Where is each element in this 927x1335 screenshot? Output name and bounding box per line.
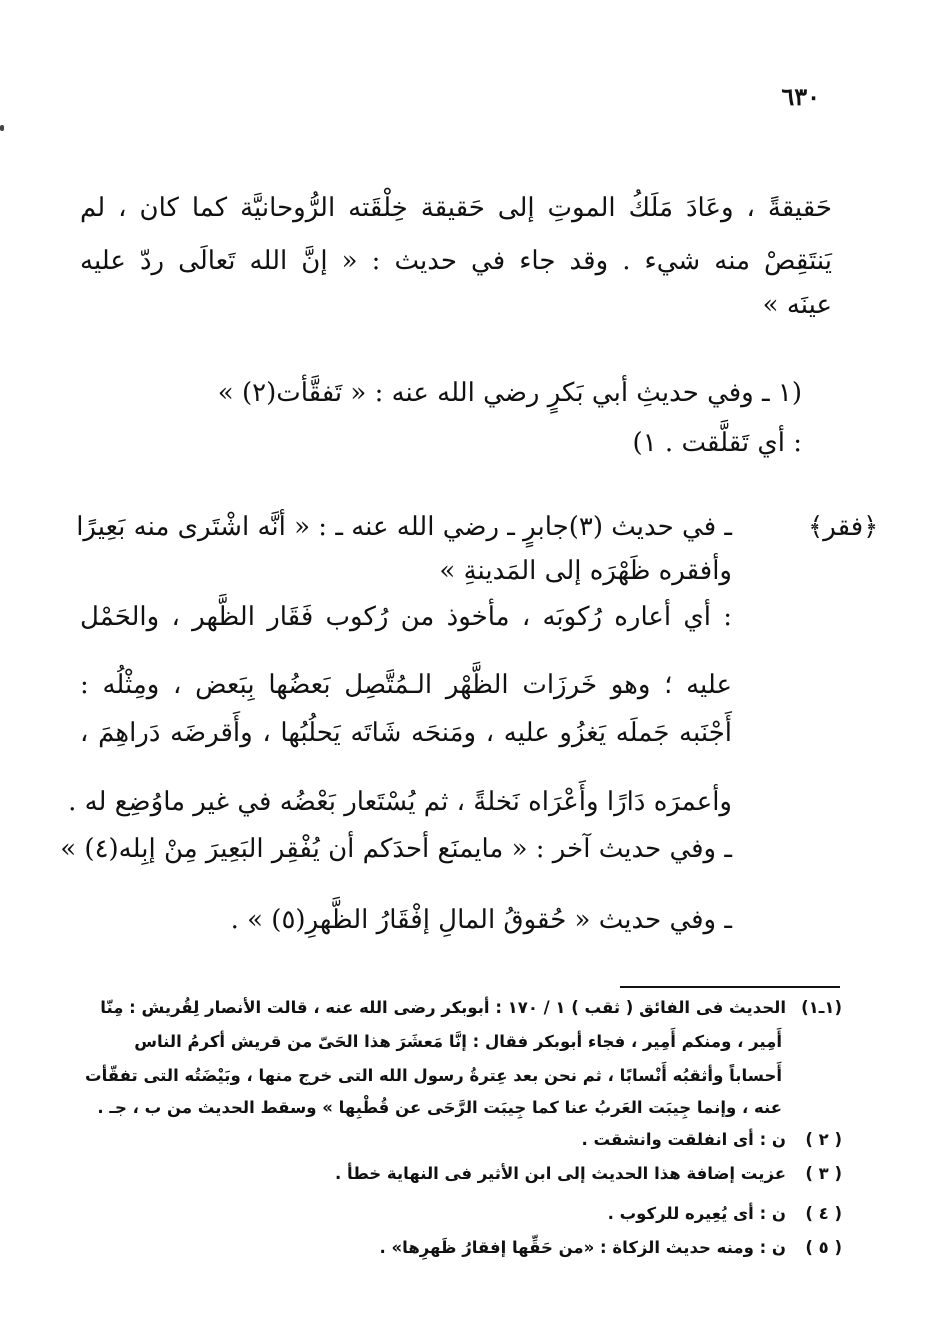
footnote-text: ن : ومنه حديث الزكاة : «من حَقِّها إفقارُ ظَهرِها» . <box>379 1238 786 1257</box>
footnote-text: عزيت إضافة هذا الحديث إلى ابن الأثير فى النهاية خطأ . <box>335 1164 786 1183</box>
footnote-1 <box>95 998 842 1017</box>
text-line: ـ في حديث (٣)جابرٍ ـ رضي الله عنه ـ : « أنَّه اشْتَرى منه بَعِيرًا <box>76 512 732 542</box>
footnote-5 <box>95 1238 842 1257</box>
text-line: : أي أعاره رُكوبَه ، مأخوذ من رُكوب فَقَار الظَّهر ، والحَمْل <box>80 602 732 632</box>
footnote-text: ن : أى يُعِيره للركوب . <box>607 1204 786 1223</box>
page-number: ٦٣٠ <box>781 82 820 111</box>
footnote-text: الحديث فى الفائق ( ثقب ) ١ / ١٧٠ : أبوبكر رضى الله عنه ، قالت الأنصار لِقُريش : مِنّا <box>100 998 786 1017</box>
footnote-4 <box>95 1204 842 1223</box>
footnote-1-cont <box>95 1098 782 1117</box>
text-line: : أي تَقلَّقت . ١) <box>632 428 802 458</box>
text-line: ـ وفي حديث « حُقوقُ المالِ إفْقَارُ الظَّهرِ(٥) » . <box>230 905 732 935</box>
scan-edge-mark <box>0 125 4 131</box>
footnote-text: أَحساباً وأثقبُه أَنْسابًا ، ثم نحن بعد عِترةُ رسول الله التى خرج منها ، وبَيْضَتُه التى تفقّأت <box>85 1066 782 1085</box>
text-line: يَنتَقِصْ منه شيء . وقد جاء في حديث : « إنَّ الله تَعالَى ردّ عليه <box>80 246 832 276</box>
footnote-3 <box>95 1164 842 1183</box>
text-line: وأعمرَه دَارًا وأَعْرَاه نَخلةً ، ثم يُسْتَعار بَعْضُه في غير ماوُضِع له . <box>68 787 732 817</box>
text-line: ـ وفي حديث آخر : « مايمنَع أحدَكم أن يُفْقِر البَعِيرَ مِنْ إبِله(٤) » <box>60 834 732 864</box>
text-line: حَقيقةً ، وعَادَ مَلَكُ الموتِ إلى حَقيقة خِلْقَته الرُّوحانيَّة كما كان ، لم <box>80 193 832 223</box>
text-line: أَجْنَبه جَملَه يَغزُو عليه ، ومَنحَه شَاتَه يَحلُبُها ، وأَقرضَه دَراهِمَ ، <box>80 718 732 748</box>
footnote-number: ( ٣ ) <box>805 1164 842 1183</box>
footnote-number: ( ٢ ) <box>805 1130 842 1149</box>
footnote-text: أَمِير ، ومنكم أَمِير ، فجاء أبوبكر فقال : إنَّا مَعشَرَ هذا الحَىّ من قريش أكرمُ الناس <box>134 1032 782 1051</box>
footnote-1-cont <box>95 1032 782 1051</box>
footnote-separator <box>620 986 840 988</box>
text-line: (١ ـ وفي حديثِ أبي بَكرٍ رضي الله عنه : « تَفقَّأت(٢) » <box>217 378 802 408</box>
footnote-1-cont <box>85 1066 782 1085</box>
text-line: عينَه » <box>762 290 832 320</box>
footnote-2 <box>95 1130 842 1149</box>
text-line: وأفقره ظَهْرَه إلى المَدينةِ » <box>439 556 732 586</box>
footnote-number: ( ٥ ) <box>805 1238 842 1257</box>
footnote-text: ن : أى انفلقت وانشقت . <box>581 1130 786 1149</box>
text-line: عليه ؛ وهو خَرزَات الظَّهْر الـمُتَّصِل بَعضُها بِبَعض ، ومِثْلُه : <box>80 670 732 700</box>
footnote-number: ( ٤ ) <box>805 1204 842 1223</box>
footnote-number: (١ـ١) <box>801 998 842 1017</box>
footnote-text: عنه ، وإنما جِيبَت العَربُ عنا كما جِيبَت الرَّحَى عن قُطْبِها » وسقط الحديث من ب ، جـ . <box>97 1098 782 1117</box>
entry-heading: ﴿فقر﴾ <box>808 512 879 542</box>
